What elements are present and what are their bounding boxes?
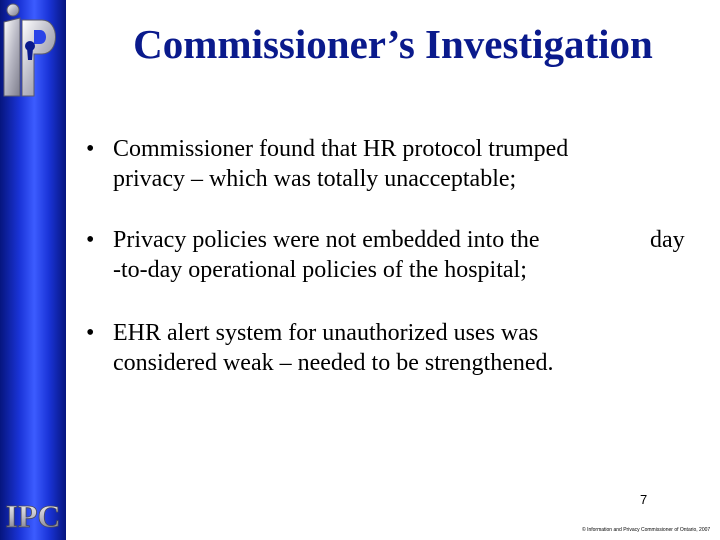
bullet-1-line-1: Commissioner found that HR protocol trumped	[113, 136, 569, 162]
page-number: 7	[640, 492, 648, 507]
bullet-marker: •	[86, 227, 95, 253]
bullet-2-line-1-end: day	[650, 227, 685, 253]
bullet-2-line-2: -to-day operational policies of the hospital;	[113, 257, 527, 283]
bullet-3-line-1: EHR alert system for unauthorized uses was	[113, 320, 539, 346]
bullet-marker: •	[86, 136, 95, 162]
ipc-logo-text: IPC	[5, 498, 61, 534]
bullet-1-line-2: privacy – which was totally unacceptable;	[113, 166, 517, 192]
copyright-notice: © Information and Privacy Commissioner of Ontario, 2007	[582, 527, 711, 533]
bullet-2-line-1: Privacy policies were not embedded into the	[113, 227, 540, 253]
bullet-3-line-2: considered weak – needed to be strengthened.	[113, 350, 554, 376]
bullet-marker: •	[86, 320, 95, 346]
slide-title: Commissioner’s Investigation	[133, 21, 653, 67]
